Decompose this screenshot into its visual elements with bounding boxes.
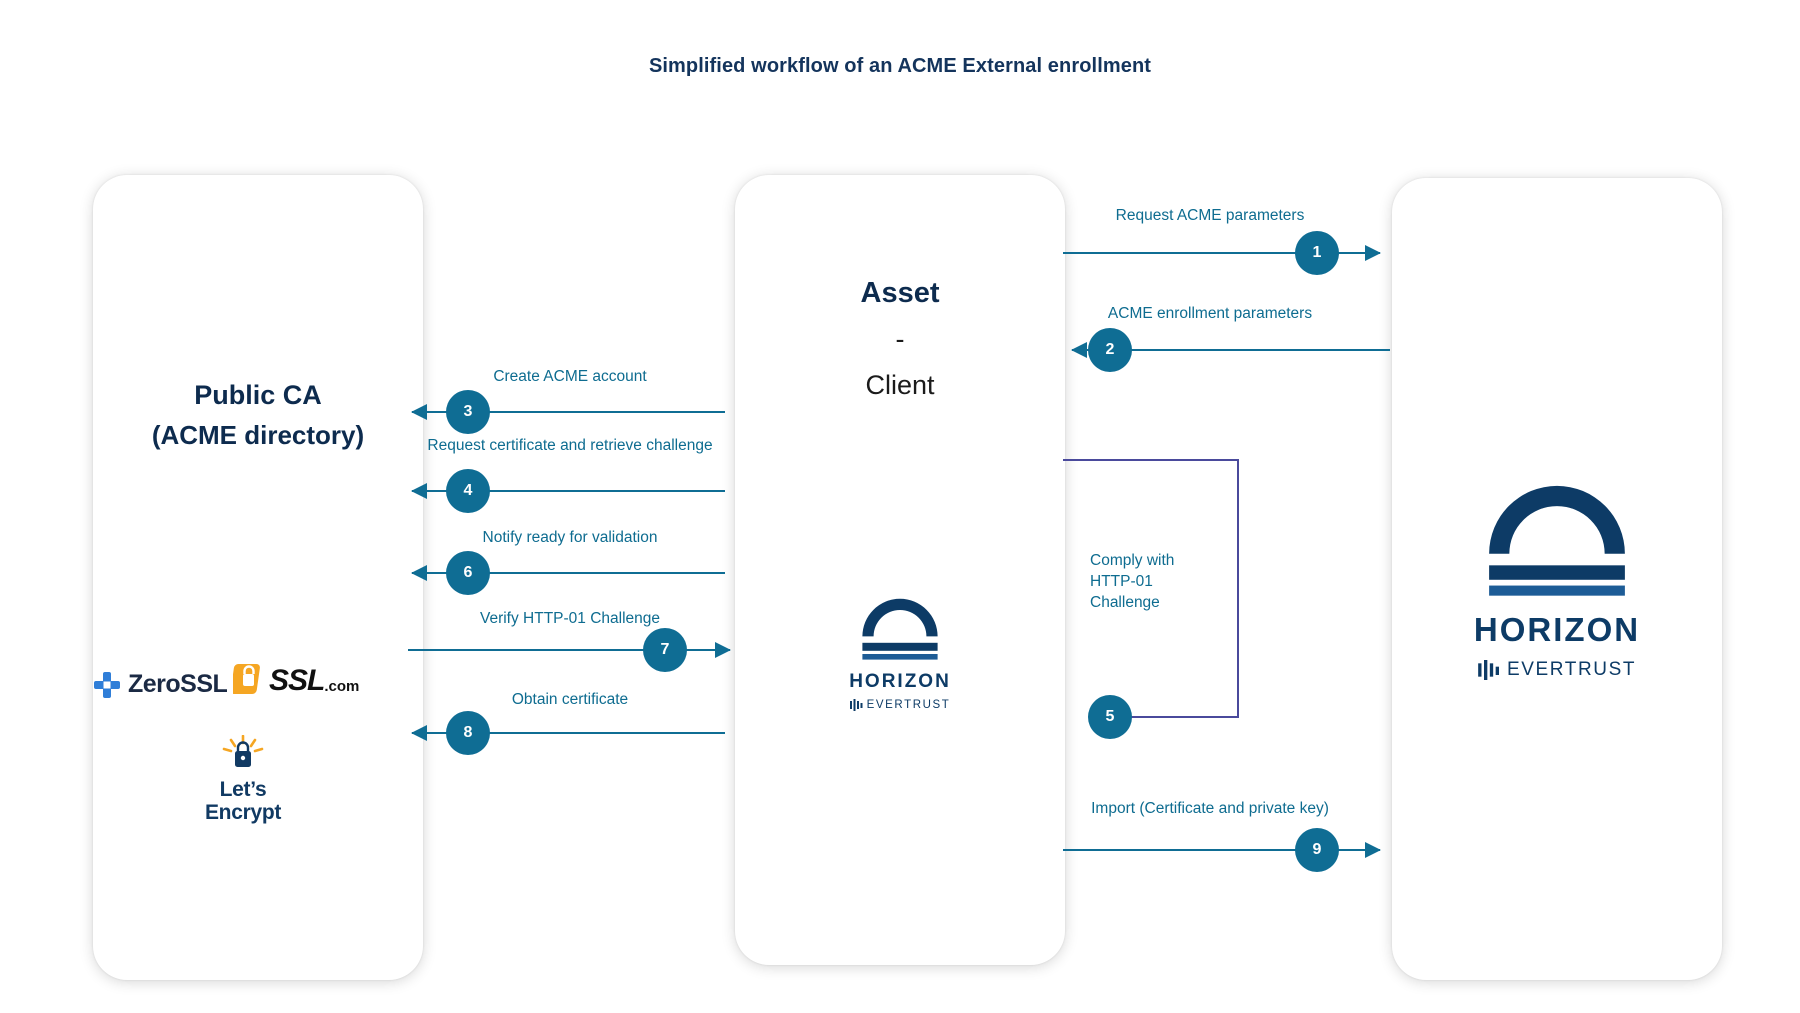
sslcom-logo-suffix: .com — [324, 678, 360, 695]
client-horizon-logo — [735, 590, 1065, 711]
step-label-4: Request certificate and retrieve challenge — [427, 437, 713, 454]
step-badge-5: 5 — [1088, 695, 1132, 739]
ca-logo-group — [93, 640, 423, 824]
evertrust-lockup — [1392, 659, 1722, 681]
step-label-1: Request ACME parameters — [1115, 207, 1305, 224]
step-badge-1: 1 — [1295, 231, 1339, 275]
sslcom-logo-text: SSL — [269, 664, 325, 697]
step-badge-2: 2 — [1088, 328, 1132, 372]
horizon-wordmark: HORIZON — [849, 671, 951, 692]
page-title: Simplified workflow of an ACME External enrollment — [648, 55, 1152, 77]
horizon-mark-icon — [856, 590, 944, 662]
lets-encrypt-line2: Encrypt — [204, 801, 282, 824]
evertrust-lockup — [735, 699, 1065, 711]
step-label-9: Import (Certificate and private key) — [1091, 800, 1329, 817]
step-label-3: Create ACME account — [493, 368, 647, 385]
public-ca-title-line2: (ACME directory) — [151, 420, 365, 450]
asset-client-title-line1: Asset — [860, 277, 940, 309]
step-label-6: Notify ready for validation — [482, 529, 658, 546]
horizon-panel-logo — [1392, 470, 1722, 681]
step-badge-6: 6 — [446, 551, 490, 595]
zerossl-logo — [93, 670, 253, 699]
zerossl-logo-text: ZeroSSL — [128, 670, 228, 698]
lets-encrypt-logo — [183, 735, 303, 824]
evertrust-mark-icon — [1478, 660, 1500, 680]
evertrust-mark-icon — [850, 699, 863, 711]
step-badge-8: 8 — [446, 711, 490, 755]
step-badge-4: 4 — [446, 469, 490, 513]
step-label-5: Comply with HTTP-01 Challenge — [1090, 552, 1175, 611]
evertrust-wordmark: EVERTRUST — [866, 699, 951, 711]
evertrust-wordmark: EVERTRUST — [1506, 659, 1637, 680]
asset-client-title-line2: - — [895, 324, 905, 354]
sslcom-lock-icon — [233, 660, 267, 698]
horizon-mark-icon — [1477, 470, 1637, 600]
step-label-8: Obtain certificate — [511, 691, 629, 708]
step-badge-3: 3 — [446, 390, 490, 434]
step-badge-7: 7 — [643, 628, 687, 672]
step-label-2: ACME enrollment parameters — [1107, 305, 1313, 322]
step-badge-9: 9 — [1295, 828, 1339, 872]
lets-encrypt-lock-icon — [219, 735, 267, 773]
public-ca-title — [93, 375, 423, 455]
sslcom-logo — [233, 660, 359, 698]
horizon-wordmark: HORIZON — [1473, 611, 1641, 648]
public-ca-title-line1: Public CA — [194, 380, 322, 410]
zerossl-mark-icon — [93, 671, 121, 699]
lets-encrypt-line1: Let’s — [219, 778, 267, 801]
step-label-7: Verify HTTP-01 Challenge — [479, 610, 661, 627]
asset-client-title-line3: Client — [865, 370, 935, 400]
asset-client-title — [735, 270, 1065, 408]
